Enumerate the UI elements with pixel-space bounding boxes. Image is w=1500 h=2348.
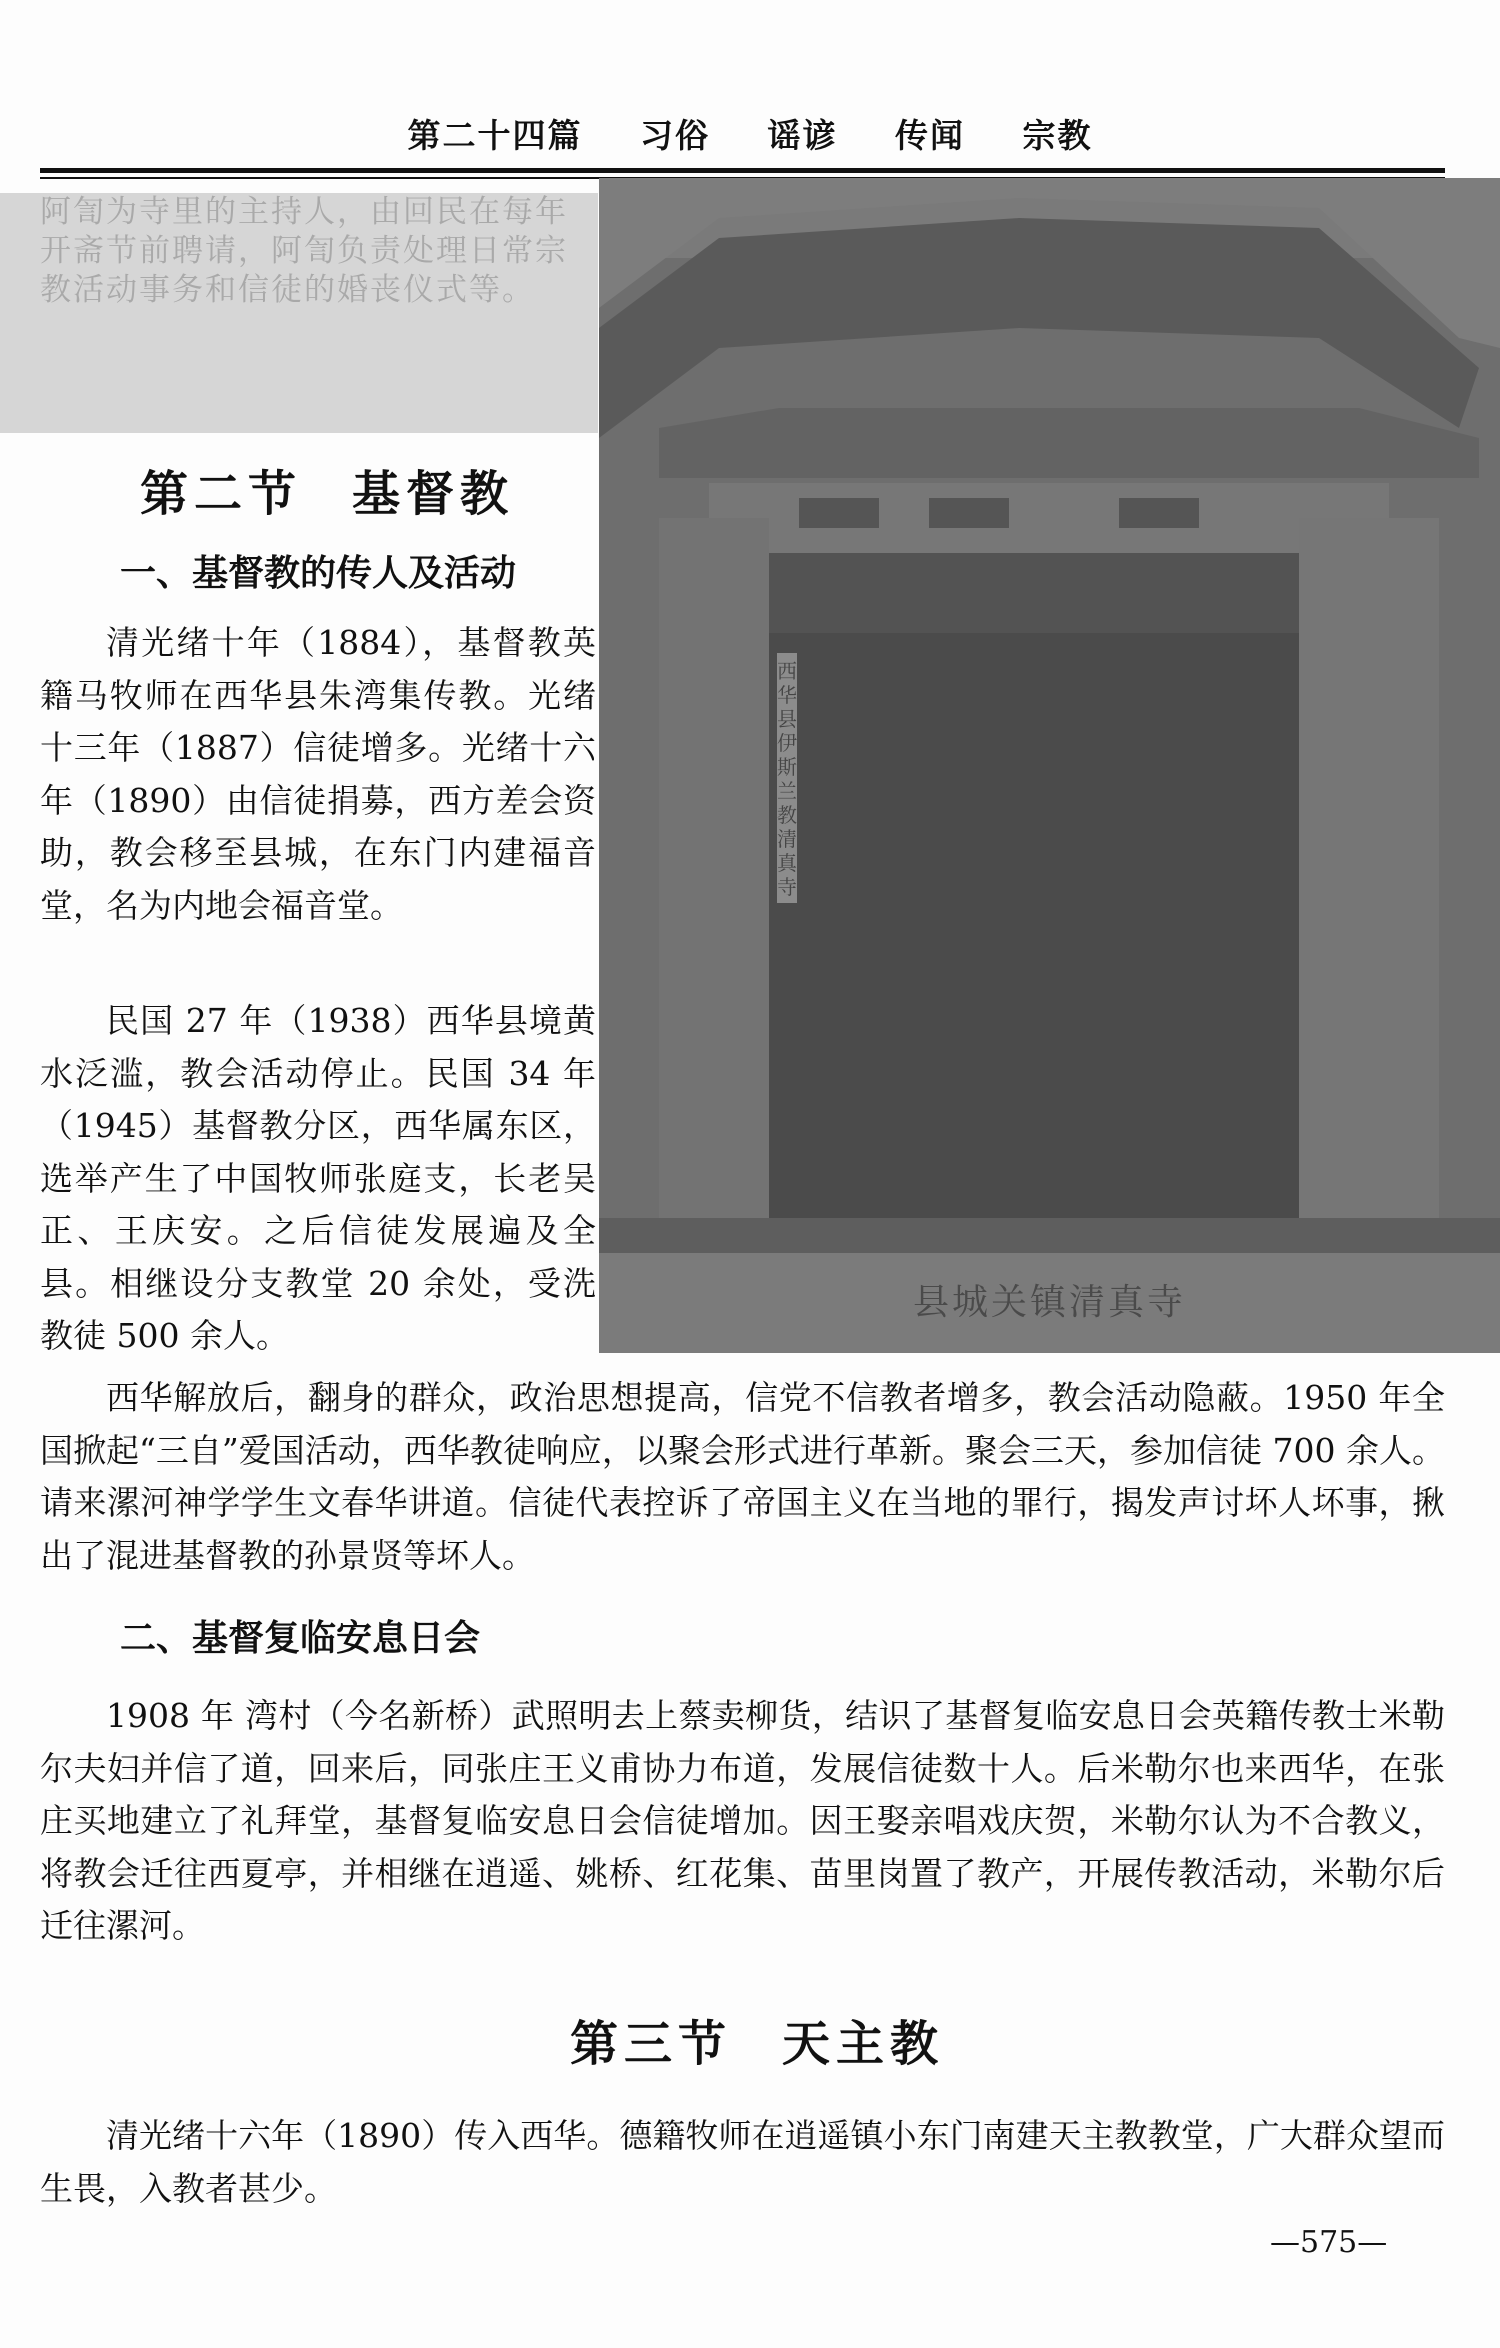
paragraph: 清光绪十六年（1890）传入西华。德籍牧师在逍遥镇小东门南建天主教教堂，广大群众望而生畏，入教者甚少。 — [40, 2116, 1445, 2208]
header-chapter: 第二十四篇 — [407, 116, 583, 155]
section-name: 基督教 — [352, 466, 515, 522]
mosque-gate-illustration — [599, 178, 1500, 1353]
paragraph: 清光绪十年（1884），基督教英籍马牧师在西华县朱湾集传教。光绪十三年（1887）信徒增多。光绪十六年（1890）由信徒捐募，西方差会资助，教会移至县城，在东门内建福音堂，名为内地会福音堂。 — [40, 623, 596, 925]
header-rule — [40, 168, 1445, 173]
header-topic: 传闻 — [895, 116, 965, 155]
paragraph: 1908 年 湾村（今名新桥）武照明去上蔡卖柳货，结识了基督复临安息日会英籍传教士米勒尔夫妇并信了道，回来后，同张庄王义甫协力布道，发展信徒数十人。后米勒尔也来西华，在张庄买地建立了礼拜堂，基督复临安息日会信徒增加。因王娶亲唱戏庆贺，米勒尔认为不合教义，将教会迁往西夏亭，并相继在逍遥、姚桥、红花集、苗里岗置了教产，开展传教活动，米勒尔后迁往漯河。 — [40, 1696, 1445, 1945]
section-number: 第二节 — [140, 466, 303, 522]
section-title — [140, 455, 514, 524]
mosque-photo — [599, 178, 1500, 1353]
paragraph: 西华解放后，翻身的群众，政治思想提高，信党不信教者增多，教会活动隐蔽。1950 年全国掀起“三自”爱国活动，西华教徒响应，以聚会形式进行革新。聚会三天，参加信徒 700 余人。请来漯河神学学生文春华讲道。信徒代表控诉了帝国主义在当地的罪行，揭发声讨坏人坏事，揪出了混进基督教的孙景贤等坏人。 — [40, 1378, 1445, 1575]
subsection-title: 一、基督教的传人及活动 — [120, 553, 517, 594]
page-number: —575— — [1270, 2225, 1388, 2260]
header-topic: 谣谚 — [767, 116, 838, 155]
running-header — [0, 110, 1500, 157]
section-title — [570, 2005, 944, 2074]
section-name: 天主教 — [782, 2016, 945, 2072]
header-topic: 习俗 — [640, 116, 710, 155]
intro-block — [0, 193, 598, 433]
paragraph: 民国 27 年（1938）西华县境黄水泛滥，教会活动停止。民国 34 年（1945）基督教分区，西华属东区，选举产生了中国牧师张庭支，长老吴正、王庆安。之后信徒发展遍及全县。相继设分支教堂 20 余处，受洗教徒 500 余人。 — [40, 1001, 596, 1355]
intro-paragraph: 阿訇为寺里的主持人，由回民在每年开斋节前聘请，阿訇负责处理日常宗教活动事务和信徒的婚丧仪式等。 — [40, 194, 568, 308]
section-number: 第三节 — [570, 2016, 733, 2072]
plaque-text: 西华县伊斯兰教清真寺 — [777, 659, 797, 899]
subsection-title: 二、基督复临安息日会 — [120, 1618, 481, 1659]
header-topic: 宗教 — [1022, 116, 1093, 155]
photo-caption: 县城关镇清真寺 — [599, 1253, 1500, 1353]
